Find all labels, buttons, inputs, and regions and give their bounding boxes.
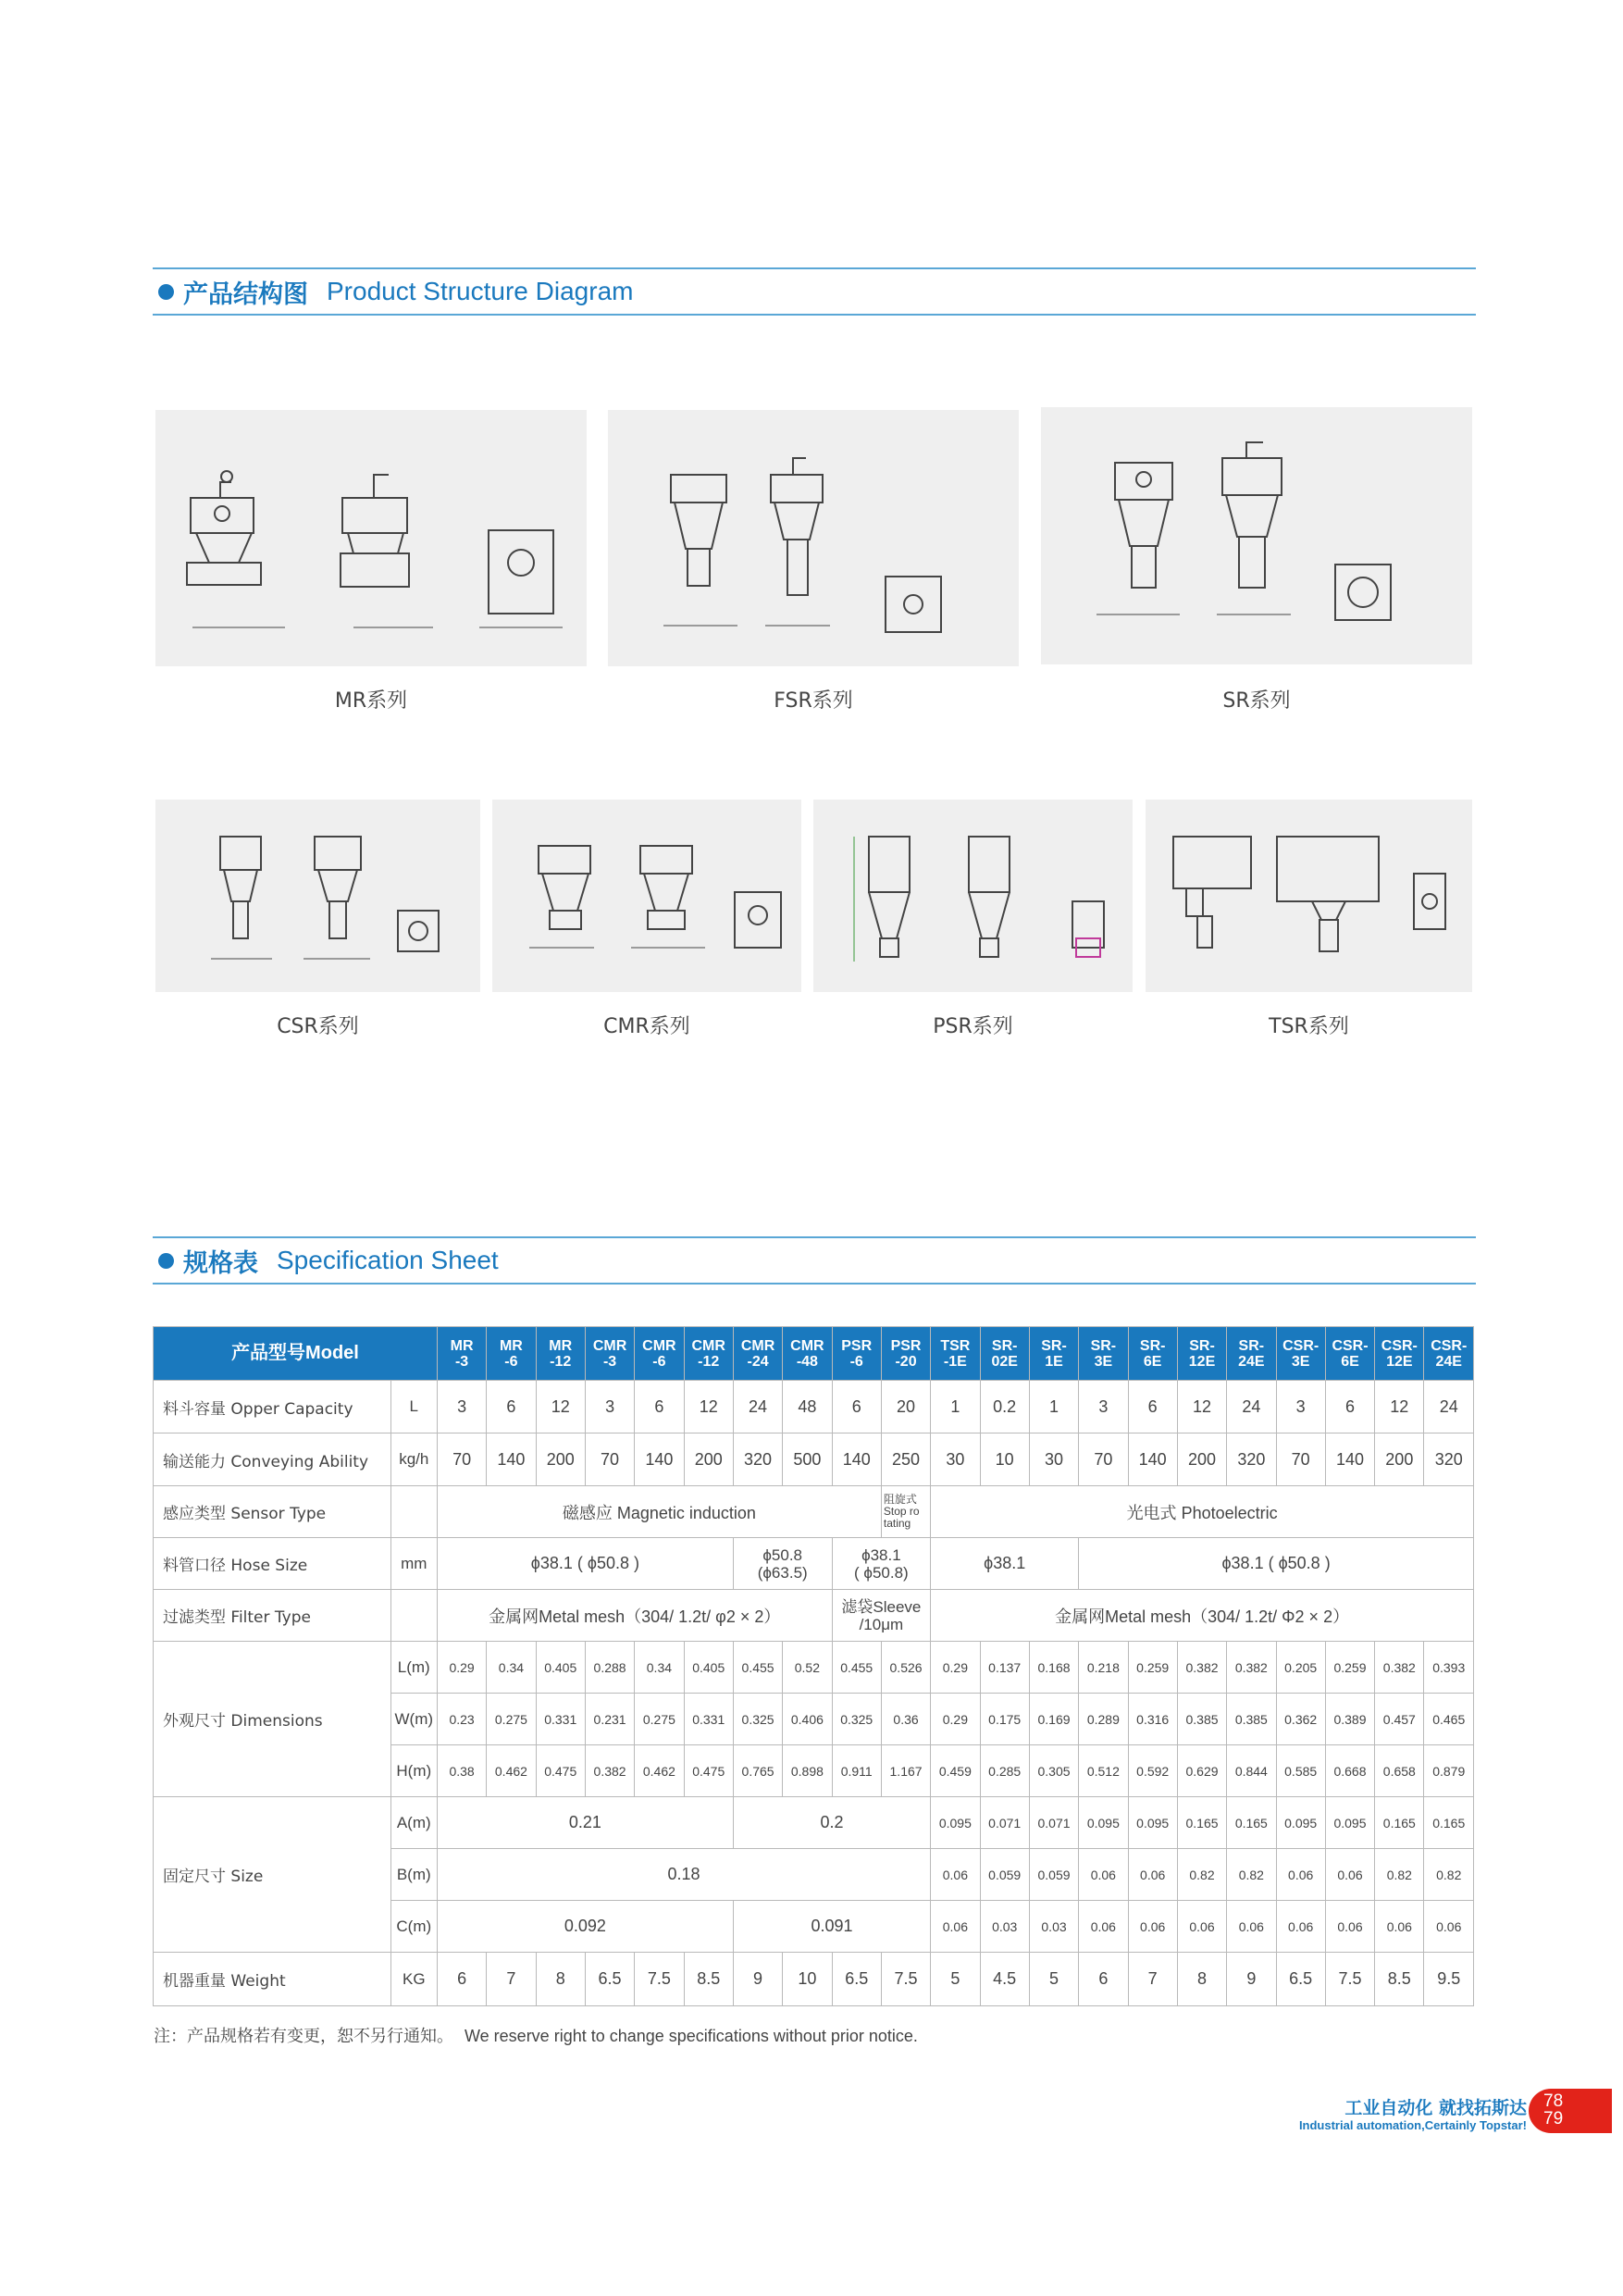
table-cell: 0.168 (1029, 1642, 1078, 1694)
model-cell: CSR- 12E (1375, 1327, 1424, 1381)
table-cell: 10 (980, 1433, 1029, 1486)
page-number-left: 78 (1543, 2091, 1564, 2111)
filter-unit (390, 1590, 437, 1642)
table-cell: 0.844 (1227, 1745, 1276, 1797)
table-cell: 140 (487, 1433, 536, 1486)
table-cell: 0.629 (1177, 1745, 1226, 1797)
table-cell: 0.06 (931, 1901, 980, 1953)
model-cell: PSR -6 (832, 1327, 881, 1381)
sensor-unit (390, 1486, 437, 1538)
table-cell: 500 (783, 1433, 832, 1486)
dimensions-h-unit: H(m) (390, 1745, 437, 1797)
table-cell: 0.457 (1375, 1694, 1424, 1745)
footer-slogan-cn: 工业自动化 就找拓斯达 (1344, 2098, 1527, 2118)
model-cell: SR- 1E (1029, 1327, 1078, 1381)
model-cell: TSR -1E (931, 1327, 980, 1381)
table-cell: 0.393 (1424, 1642, 1474, 1694)
table-cell: 0.06 (1276, 1901, 1325, 1953)
table-cell: 0.095 (1079, 1797, 1128, 1849)
table-cell: 6 (487, 1381, 536, 1433)
model-cell: SR- 12E (1177, 1327, 1226, 1381)
csr-drawing (155, 800, 480, 992)
table-cell: 6 (1079, 1953, 1128, 2006)
mr-drawing (155, 410, 587, 666)
table-cell: 320 (1227, 1433, 1276, 1486)
sensor-row (154, 1486, 1474, 1538)
table-cell: 0.385 (1177, 1694, 1226, 1745)
table-cell: 10 (783, 1953, 832, 2006)
table-cell: 0.405 (536, 1642, 585, 1694)
table-cell: 0.405 (684, 1642, 733, 1694)
table-cell: 0.06 (931, 1849, 980, 1901)
spec-section-header (153, 1236, 1476, 1285)
bullet-icon (158, 284, 174, 300)
table-cell: 24 (1424, 1381, 1474, 1433)
size-b-group1: 0.18 (437, 1849, 930, 1901)
table-cell: 0.82 (1375, 1849, 1424, 1901)
table-cell: 0.462 (487, 1745, 536, 1797)
table-cell: 6.5 (1276, 1953, 1325, 2006)
table-cell: 0.382 (585, 1745, 634, 1797)
table-cell: 0.095 (931, 1797, 980, 1849)
table-cell: 0.259 (1128, 1642, 1177, 1694)
table-cell: 7 (487, 1953, 536, 2006)
model-cell: PSR -20 (881, 1327, 930, 1381)
table-cell: 0.362 (1276, 1694, 1325, 1745)
table-cell: 0.668 (1325, 1745, 1374, 1797)
table-cell: 0.36 (881, 1694, 930, 1745)
dimensions-label: 外观尺寸 Dimensions (154, 1642, 391, 1797)
conveying-row (154, 1433, 1474, 1486)
table-cell: 0.06 (1227, 1901, 1276, 1953)
dimensions-l-row (154, 1642, 1474, 1694)
table-cell: 6 (635, 1381, 684, 1433)
page-number-badge (1529, 2089, 1612, 2133)
table-cell: 0.82 (1424, 1849, 1474, 1901)
table-cell: 0.137 (980, 1642, 1029, 1694)
table-cell: 6.5 (832, 1953, 881, 2006)
table-cell: 24 (733, 1381, 782, 1433)
table-cell: 0.06 (1276, 1849, 1325, 1901)
cmr-drawing (492, 800, 801, 992)
table-cell: 320 (733, 1433, 782, 1486)
table-cell: 70 (1079, 1433, 1128, 1486)
caption-fsr: FSR系列 (774, 689, 853, 713)
table-cell: 0.879 (1424, 1745, 1474, 1797)
table-cell: 0.385 (1227, 1694, 1276, 1745)
table-cell: 3 (1276, 1381, 1325, 1433)
capacity-row (154, 1381, 1474, 1433)
hose-e: ϕ38.1 ( ϕ50.8 ) (1079, 1538, 1474, 1590)
table-cell: 0.455 (733, 1642, 782, 1694)
table-cell: 30 (931, 1433, 980, 1486)
table-cell: 0.465 (1424, 1694, 1474, 1745)
table-cell: 0.095 (1276, 1797, 1325, 1849)
table-cell: 0.82 (1227, 1849, 1276, 1901)
table-cell: 0.06 (1325, 1849, 1374, 1901)
table-cell: 8.5 (684, 1953, 733, 2006)
table-cell: 0.06 (1325, 1901, 1374, 1953)
sensor-label: 感应类型 Sensor Type (154, 1486, 391, 1538)
conveying-label: 输送能力 Conveying Ability (154, 1433, 391, 1486)
hose-label: 料管口径 Hose Size (154, 1538, 391, 1590)
table-cell: 0.38 (437, 1745, 486, 1797)
table-cell: 0.585 (1276, 1745, 1325, 1797)
table-cell: 7.5 (635, 1953, 684, 2006)
table-cell: 0.898 (783, 1745, 832, 1797)
table-cell: 0.34 (635, 1642, 684, 1694)
table-cell: 12 (684, 1381, 733, 1433)
hose-d: ϕ38.1 (931, 1538, 1079, 1590)
table-cell: 250 (881, 1433, 930, 1486)
table-cell: 1 (1029, 1381, 1078, 1433)
sensor-photo: 光电式 Photoelectric (931, 1486, 1474, 1538)
capacity-unit: L (390, 1381, 437, 1433)
table-cell: 9.5 (1424, 1953, 1474, 2006)
caption-cmr: CMR系列 (603, 1015, 690, 1038)
table-cell: 0.325 (733, 1694, 782, 1745)
table-cell: 3 (585, 1381, 634, 1433)
table-cell: 0.06 (1424, 1901, 1474, 1953)
table-cell: 0.406 (783, 1694, 832, 1745)
table-cell: 140 (635, 1433, 684, 1486)
fsr-drawing (608, 410, 1019, 666)
filter-label: 过滤类型 Filter Type (154, 1590, 391, 1642)
table-cell: 0.34 (487, 1642, 536, 1694)
table-cell: 0.06 (1079, 1901, 1128, 1953)
table-cell: 0.382 (1177, 1642, 1226, 1694)
caption-tsr: TSR系列 (1269, 1015, 1349, 1038)
model-cell: MR -6 (487, 1327, 536, 1381)
model-cell: CMR -6 (635, 1327, 684, 1381)
table-cell: 0.231 (585, 1694, 634, 1745)
table-cell: 48 (783, 1381, 832, 1433)
table-cell: 7.5 (881, 1953, 930, 2006)
diagram-mr (155, 410, 587, 666)
table-cell: 0.382 (1375, 1642, 1424, 1694)
table-cell: 0.289 (1079, 1694, 1128, 1745)
table-cell: 12 (1375, 1381, 1424, 1433)
table-cell: 0.095 (1325, 1797, 1374, 1849)
footnote (154, 2023, 918, 2047)
model-cell: CMR -24 (733, 1327, 782, 1381)
table-cell: 0.331 (536, 1694, 585, 1745)
spec-title-en: Specification Sheet (277, 1246, 499, 1274)
footnote-en: We reserve right to change specifications without prior notice. (465, 2027, 918, 2045)
diagram-fsr (608, 410, 1019, 666)
table-cell: 0.059 (980, 1849, 1029, 1901)
diagram-psr (813, 800, 1133, 992)
table-cell: 200 (536, 1433, 585, 1486)
table-cell: 12 (536, 1381, 585, 1433)
spec-table (153, 1326, 1474, 2006)
diagram-tsr (1146, 800, 1472, 992)
caption-mr: MR系列 (334, 689, 408, 713)
table-cell: 0.03 (980, 1901, 1029, 1953)
hose-b: ϕ50.8 (ϕ63.5) (733, 1538, 832, 1590)
table-cell: 70 (1276, 1433, 1325, 1486)
caption-csr: CSR系列 (277, 1015, 359, 1038)
page-number-right: 79 (1543, 2109, 1564, 2128)
bullet-icon (158, 1253, 174, 1269)
table-cell: 0.285 (980, 1745, 1029, 1797)
table-cell: 0.288 (585, 1642, 634, 1694)
table-cell: 200 (1375, 1433, 1424, 1486)
table-cell: 0.275 (635, 1694, 684, 1745)
table-cell: 0.06 (1079, 1849, 1128, 1901)
table-cell: 0.29 (437, 1642, 486, 1694)
table-cell: 6 (437, 1953, 486, 2006)
table-cell: 0.23 (437, 1694, 486, 1745)
table-cell: 0.175 (980, 1694, 1029, 1745)
table-cell: 0.331 (684, 1694, 733, 1745)
size-a-group1: 0.21 (437, 1797, 733, 1849)
psr-drawing (813, 800, 1133, 992)
filter-a: 金属网Metal mesh（304/ 1.2t/ φ2 × 2） (437, 1590, 832, 1642)
table-cell: 0.462 (635, 1745, 684, 1797)
model-cell: MR -3 (437, 1327, 486, 1381)
table-cell: 140 (1325, 1433, 1374, 1486)
diagram-sr (1041, 407, 1472, 664)
size-label: 固定尺寸 Size (154, 1797, 391, 1953)
size-c-group2: 0.091 (733, 1901, 930, 1953)
model-cell: SR- 24E (1227, 1327, 1276, 1381)
table-cell: 0.165 (1424, 1797, 1474, 1849)
table-cell: 140 (832, 1433, 881, 1486)
table-cell: 0.06 (1177, 1901, 1226, 1953)
hose-unit: mm (390, 1538, 437, 1590)
table-cell: 0.389 (1325, 1694, 1374, 1745)
table-cell: 70 (585, 1433, 634, 1486)
table-cell: 0.259 (1325, 1642, 1374, 1694)
model-header: 产品型号Model (154, 1327, 438, 1381)
table-cell: 0.071 (980, 1797, 1029, 1849)
dimensions-w-unit: W(m) (390, 1694, 437, 1745)
model-cell: SR- 6E (1128, 1327, 1177, 1381)
table-cell: 3 (437, 1381, 486, 1433)
model-cell: CMR -12 (684, 1327, 733, 1381)
model-header-row (154, 1327, 1474, 1381)
table-cell: 6 (1128, 1381, 1177, 1433)
table-cell: 140 (1128, 1433, 1177, 1486)
table-cell: 0.06 (1375, 1901, 1424, 1953)
table-cell: 0.29 (931, 1694, 980, 1745)
structure-title-cn: 产品结构图 (183, 279, 308, 309)
table-cell: 1.167 (881, 1745, 930, 1797)
size-c-unit: C(m) (390, 1901, 437, 1953)
table-cell: 0.305 (1029, 1745, 1078, 1797)
table-cell: 0.765 (733, 1745, 782, 1797)
table-cell: 0.459 (931, 1745, 980, 1797)
table-cell: 0.512 (1079, 1745, 1128, 1797)
table-cell: 0.06 (1128, 1901, 1177, 1953)
size-c-group1: 0.092 (437, 1901, 733, 1953)
table-cell: 200 (684, 1433, 733, 1486)
structure-title-en: Product Structure Diagram (327, 277, 634, 305)
caption-psr: PSR系列 (933, 1015, 1013, 1038)
table-cell: 0.165 (1227, 1797, 1276, 1849)
table-cell: 0.911 (832, 1745, 881, 1797)
table-cell: 5 (1029, 1953, 1078, 2006)
table-cell: 8.5 (1375, 1953, 1424, 2006)
sensor-magnetic: 磁感应 Magnetic induction (437, 1486, 881, 1538)
model-cell: CSR- 6E (1325, 1327, 1374, 1381)
size-b-unit: B(m) (390, 1849, 437, 1901)
table-cell: 8 (1177, 1953, 1226, 2006)
size-a-unit: A(m) (390, 1797, 437, 1849)
table-cell: 8 (536, 1953, 585, 2006)
footer-slogan-en: Industrial automation,Certainly Topstar! (1298, 2118, 1527, 2132)
table-cell: 320 (1424, 1433, 1474, 1486)
table-cell: 0.071 (1029, 1797, 1078, 1849)
table-cell: 0.095 (1128, 1797, 1177, 1849)
table-cell: 6.5 (585, 1953, 634, 2006)
size-a-group2: 0.2 (733, 1797, 930, 1849)
table-cell: 0.325 (832, 1694, 881, 1745)
table-cell: 7 (1128, 1953, 1177, 2006)
footnote-cn: 注：产品规格若有变更，恕不另行通知。 (154, 2027, 453, 2046)
table-cell: 0.455 (832, 1642, 881, 1694)
table-cell: 20 (881, 1381, 930, 1433)
filter-b: 滤袋Sleeve /10μm (832, 1590, 931, 1642)
tsr-drawing (1146, 800, 1472, 992)
table-cell: 0.06 (1128, 1849, 1177, 1901)
conveying-unit: kg/h (390, 1433, 437, 1486)
table-cell: 0.165 (1375, 1797, 1424, 1849)
table-cell: 0.205 (1276, 1642, 1325, 1694)
table-cell: 0.475 (684, 1745, 733, 1797)
model-cell: CSR- 3E (1276, 1327, 1325, 1381)
table-cell: 70 (437, 1433, 486, 1486)
hose-row (154, 1538, 1474, 1590)
table-cell: 0.52 (783, 1642, 832, 1694)
table-cell: 0.218 (1079, 1642, 1128, 1694)
weight-row (154, 1953, 1474, 2006)
table-cell: 0.29 (931, 1642, 980, 1694)
diagram-cmr (492, 800, 801, 992)
table-cell: 0.658 (1375, 1745, 1424, 1797)
table-cell: 0.592 (1128, 1745, 1177, 1797)
table-cell: 0.475 (536, 1745, 585, 1797)
model-cell: SR- 02E (980, 1327, 1029, 1381)
model-cell: MR -12 (536, 1327, 585, 1381)
table-cell: 0.316 (1128, 1694, 1177, 1745)
table-cell: 9 (1227, 1953, 1276, 2006)
hose-c: ϕ38.1 ( ϕ50.8) (832, 1538, 931, 1590)
table-cell: 5 (931, 1953, 980, 2006)
filter-c: 金属网Metal mesh（304/ 1.2t/ Φ2 × 2） (931, 1590, 1474, 1642)
table-cell: 0.165 (1177, 1797, 1226, 1849)
weight-label: 机器重量 Weight (154, 1953, 391, 2006)
weight-unit: KG (390, 1953, 437, 2006)
table-cell: 24 (1227, 1381, 1276, 1433)
structure-section-header (153, 267, 1476, 316)
table-cell: 4.5 (980, 1953, 1029, 2006)
dimensions-l-unit: L(m) (390, 1642, 437, 1694)
hose-a: ϕ38.1 ( ϕ50.8 ) (437, 1538, 733, 1590)
model-cell: SR- 3E (1079, 1327, 1128, 1381)
table-cell: 0.526 (881, 1642, 930, 1694)
table-cell: 6 (1325, 1381, 1374, 1433)
table-cell: 0.03 (1029, 1901, 1078, 1953)
caption-sr: SR系列 (1222, 689, 1291, 713)
model-cell: CMR -3 (585, 1327, 634, 1381)
spec-title-cn: 规格表 (183, 1248, 258, 1278)
sensor-rotating: 阻旋式 Stop ro tating (881, 1486, 930, 1538)
table-cell: 3 (1079, 1381, 1128, 1433)
table-cell: 7.5 (1325, 1953, 1374, 2006)
table-cell: 0.275 (487, 1694, 536, 1745)
table-cell: 0.82 (1177, 1849, 1226, 1901)
table-cell: 12 (1177, 1381, 1226, 1433)
sr-drawing (1041, 407, 1472, 664)
diagram-csr (155, 800, 480, 992)
model-cell: CMR -48 (783, 1327, 832, 1381)
filter-row (154, 1590, 1474, 1642)
table-cell: 6 (832, 1381, 881, 1433)
table-cell: 30 (1029, 1433, 1078, 1486)
table-cell: 0.169 (1029, 1694, 1078, 1745)
model-cell: CSR- 24E (1424, 1327, 1474, 1381)
table-cell: 0.2 (980, 1381, 1029, 1433)
table-cell: 1 (931, 1381, 980, 1433)
table-cell: 9 (733, 1953, 782, 2006)
table-cell: 200 (1177, 1433, 1226, 1486)
capacity-label: 料斗容量 Opper Capacity (154, 1381, 391, 1433)
table-cell: 0.382 (1227, 1642, 1276, 1694)
size-a-row (154, 1797, 1474, 1849)
table-cell: 0.059 (1029, 1849, 1078, 1901)
